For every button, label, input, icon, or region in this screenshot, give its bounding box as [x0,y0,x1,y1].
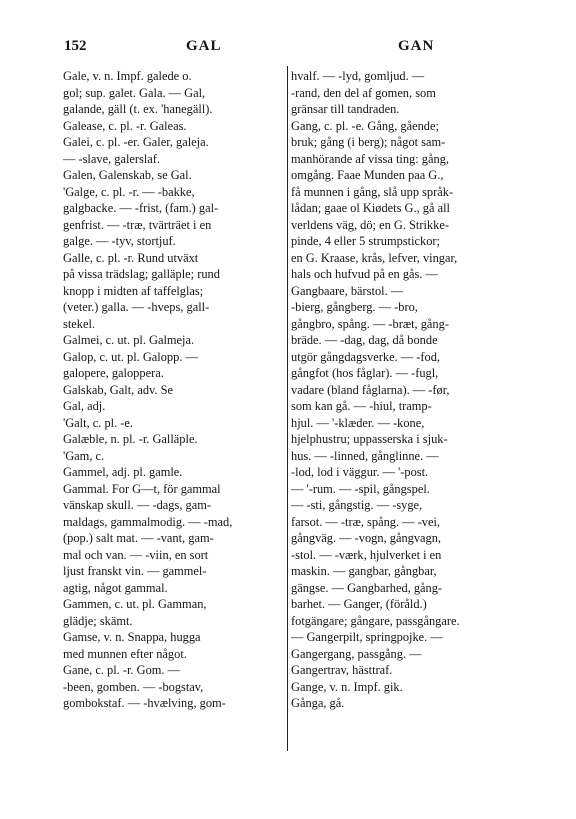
entry-line: manhörande af vissa ting: gång, [291,151,449,166]
entry-line: gombokstaf. — -hvælving, gom- [63,696,226,710]
entry-line: Galease, c. pl. -r. Galeas. [63,118,187,133]
entry-line: genfrist. — -træ, tvärträet i en [63,217,212,232]
entry-line: Galæble, n. pl. -r. Galläple. [63,432,198,446]
entry-line: agtig, något gammal. [63,580,168,595]
entry-line: maldags, gammalmodig. — -mad, [63,514,233,529]
entry-line: vadare (bland fåglarna). — -før, [291,382,450,397]
entry-line: lådan; gaae ol Kiødets G., gå all [291,201,450,215]
entry-line: Galei, c. pl. -er. Galer, galeja. [63,135,209,149]
entry-line: Gånga, gå. [291,696,345,710]
entry-line: Gale, v. n. Impf. galede o. [63,69,192,83]
entry-line: glädje; skämt. [63,613,133,628]
entry-line: galande, gäll (t. ex. 'hanegäll). [63,102,213,116]
entry-line: Gang, c. pl. -e. Gång, gående; [291,118,439,133]
entry-line: galopere, galoppera. [63,366,164,380]
entry-line: hus. — -linned, gånglinne. — [291,448,439,463]
entry-line: pinde, 4 eller 5 strumpstickor; [291,234,441,248]
entry-line: farsot. — -træ, spång. — -vei, [291,514,441,529]
entry-line: -bierg, gångberg. — -bro, [291,300,418,314]
entry-line: Gane, c. pl. -r. Gom. — [63,663,180,677]
column-divider [287,66,288,751]
entry-line: Gammen, c. ut. pl. Gamman, [63,597,207,611]
entry-line: hals och hufvud på en gås. — [291,267,438,281]
entry-line: Gal, adj. [63,399,106,413]
entry-line: gångfot (hos fåglar). — -fugl, [291,366,439,380]
entry-line: Gamse, v. n. Snappa, hugga [63,630,201,644]
entry-line: på vissa trädslag; galläple; rund [63,267,220,281]
entry-line: hvalf. — -lyd, gomljud. — [291,69,425,83]
left-guide-word: GAL [186,38,222,54]
entry-line: -lod, lod i väggur. — '-post. [291,465,429,479]
entry-line: en G. Kraase, krås, lefver, vingar, [291,250,458,265]
entry-line: Gangertrav, hästtraf. [291,663,393,677]
left-column [63,68,281,712]
entry-line: (veter.) galla. — -hveps, gall- [63,300,210,314]
entry-line: (pop.) salt mat. — -vant, gam- [63,531,214,545]
entry-line: -rand, den del af gomen, som [291,85,436,100]
entry-line: fotgängare; gångare, passgångare. [291,613,460,628]
page-header [0,38,576,62]
entry-line: stekel. [63,316,95,331]
entry-line: bräde. — -dag, dag, då bonde [291,333,438,347]
entry-line: knopp i midten af taffelglas; [63,283,204,298]
entry-line: Galmei, c. ut. pl. Galmeja. [63,333,195,347]
entry-line: — -slave, galerslaf. [63,151,161,166]
entry-line: hjul. — '-klæder. — -kone, [291,415,425,430]
entry-line: Galle, c. pl. -r. Rund utväxt [63,250,199,265]
entry-line: gängse. — Gangbarhed, gång- [291,580,443,595]
entry-line: gol; sup. galet. Gala. — Gal, [63,85,206,100]
entry-line: barhet. — Ganger, (föråld.) [291,597,427,611]
entry-line: Gammel, adj. pl. gamle. [63,465,183,479]
entry-line: gångbro, spång. — -bræt, gång- [291,316,449,331]
entry-line: 'Gam, c. [63,448,105,463]
right-guide-word: GAN [398,38,435,54]
entry-line: omgång. Faae Munden paa G., [291,168,444,182]
entry-line: vänskap skull. — -dags, gam- [63,498,211,512]
entry-line: få munnen i gång, slå upp språk- [291,184,454,199]
entry-line: hjelphustru; uppasserska i sjuk- [291,432,448,446]
entry-line: maskin. — gangbar, gångbar, [291,564,437,578]
entry-line: Gangbaare, bärstol. — [291,283,404,298]
entry-line: — Gangerpilt, springpojke. — [291,630,443,644]
entry-line: verldens väg, dö; en G. Strikke- [291,217,449,232]
entry-line: med munnen efter något. [63,646,187,661]
entry-line: Gange, v. n. Impf. gik. [291,679,403,694]
entry-line: Galen, Galenskab, se Gal. [63,168,192,182]
entry-line: Galop, c. ut. pl. Galopp. — [63,349,198,364]
entry-line: — '-rum. — -spil, gångspel. [291,481,430,496]
entry-line: som kan gå. — -hiul, tramp- [291,399,432,413]
entry-line: — -sti, gångstig. — -syge, [291,498,423,512]
entry-line: 'Galt, c. pl. -e. [63,415,134,430]
entry-line: Galskab, Galt, adv. Se [63,382,173,397]
entry-line: galgbacke. — -frist, (fam.) gal- [63,201,219,215]
right-column [291,68,511,712]
entry-line: bruk; gång (i berg); något sam- [291,135,446,149]
page-number: 152 [64,38,87,54]
entry-line: gränsar till tandraden. [291,102,400,116]
entry-line: Gammal. For G—t, för gammal [63,481,221,496]
entry-line: utgör gångdagsverke. — -fod, [291,349,440,364]
entry-line: -stol. — -værk, hjulverket i en [291,547,442,562]
entry-line: ljust franskt vin. — gammel- [63,564,207,578]
entry-line: 'Galge, c. pl. -r. — -bakke, [63,184,195,199]
entry-line: Gangergang, passgång. — [291,646,422,661]
entry-line: mal och van. — -viin, en sort [63,547,209,562]
entry-line: galge. — -tyv, stortjuf. [63,234,176,248]
entry-line: gångväg. — -vogn, gångvagn, [291,531,442,545]
entry-line: -been, gomben. — -bogstav, [63,679,204,694]
